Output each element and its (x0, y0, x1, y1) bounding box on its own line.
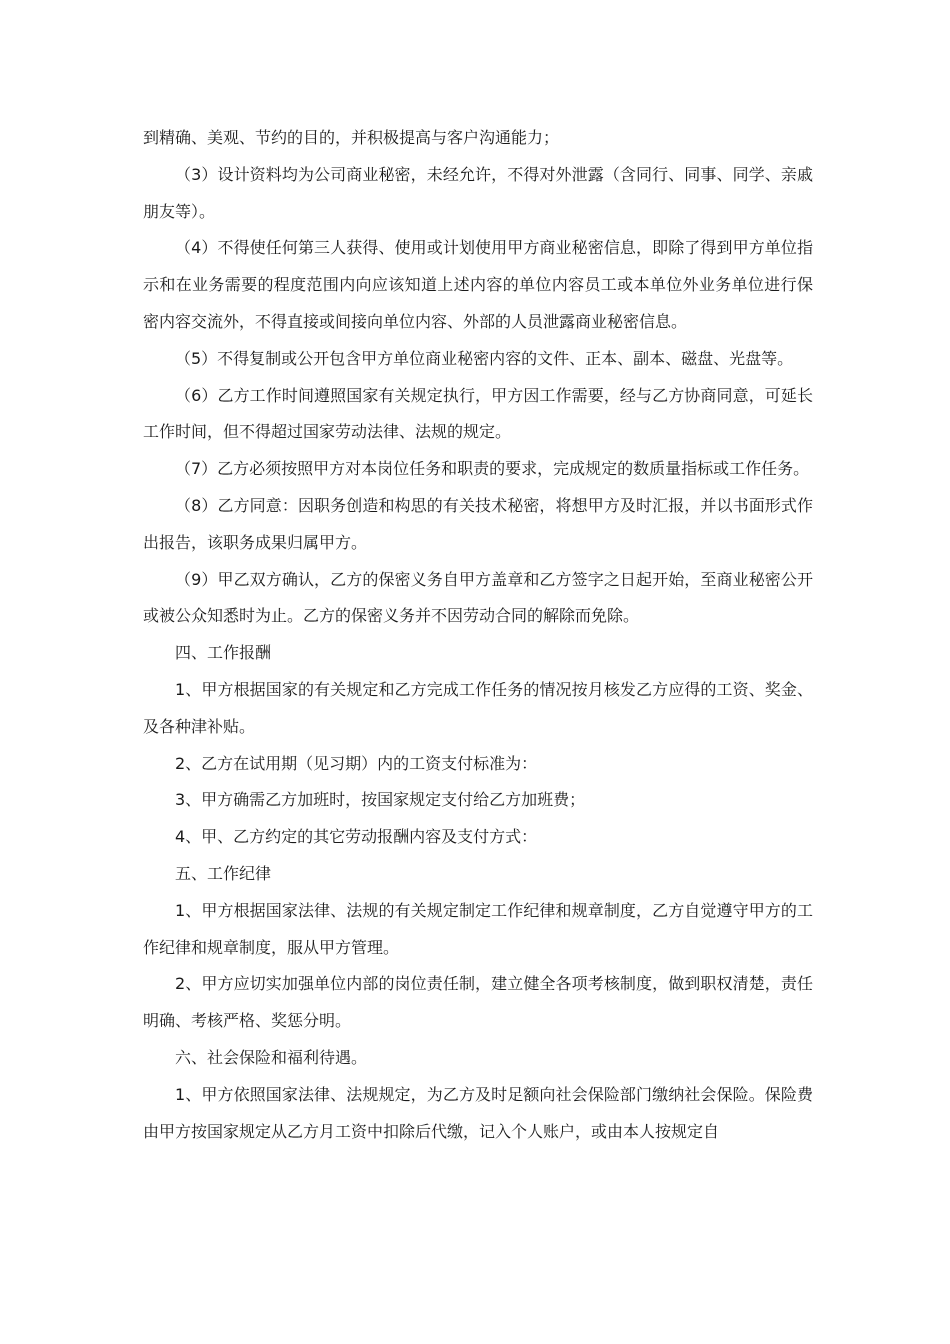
paragraph-5: （6）乙方工作时间遵照国家有关规定执行，甲方因工作需要，经与乙方协商同意，可延长工作时间，但不得超过国家劳动法律、法规的规定。 (143, 385, 813, 442)
section-heading-4: 四、工作报酬 (175, 643, 272, 663)
paragraph-2: （3）设计资料均为公司商业秘密，未经允许，不得对外泄露（含同行、同事、同学、亲戚朋友等）。 (143, 164, 813, 221)
paragraph-8: （9）甲乙双方确认，乙方的保密义务自甲方盖章和乙方签字之日起开始，至商业秘密公开或被公众知悉时为止。乙方的保密义务并不因劳动合同的解除而免除。 (143, 569, 813, 626)
section-heading-6: 六、社会保险和福利待遇。 (175, 1047, 368, 1067)
paragraph-6: （7）乙方必须按照甲方对本岗位任务和职责的要求，完成规定的数质量指标或工作任务。 (175, 459, 810, 479)
paragraph-9: 1、甲方根据国家的有关规定和乙方完成工作任务的情况按月核发乙方应得的工资、奖金、及各种津补贴。 (143, 679, 813, 736)
paragraph-11: 3、甲方确需乙方加班时，按国家规定支付给乙方加班费； (175, 790, 586, 810)
paragraph-3: （4）不得使任何第三人获得、使用或计划使用甲方商业秘密信息，即除了得到甲方单位指示和在业务需要的程度范围内向应该知道上述内容的单位内容员工或本单位外业务单位进行保密内容交流外，不得直接或间接向单位内容、外部的人员泄露商业秘密信息。 (143, 238, 813, 331)
paragraph-14: 2、甲方应切实加强单位内部的岗位责任制，建立健全各项考核制度，做到职权清楚，责任明确、考核严格、奖惩分明。 (143, 974, 813, 1031)
paragraph-10: 2、乙方在试用期（见习期）内的工资支付标准为： (175, 753, 538, 773)
paragraph-13: 1、甲方根据国家法律、法规的有关规定制定工作纪律和规章制度，乙方自觉遵守甲方的工作纪律和规章制度，服从甲方管理。 (143, 900, 813, 957)
paragraph-12: 4、甲、乙方约定的其它劳动报酬内容及支付方式： (175, 827, 538, 847)
paragraph-15: 1、甲方依照国家法律、法规规定，为乙方及时足额向社会保险部门缴纳社会保险。保险费由甲方按国家规定从乙方月工资中扣除后代缴，记入个人账户，或由本人按规定自 (143, 1084, 813, 1141)
paragraph-1: 到精确、美观、节约的目的，并积极提高与客户沟通能力； (143, 128, 560, 147)
paragraph-7: （8）乙方同意：因职务创造和构思的有关技术秘密，将想甲方及时汇报，并以书面形式作出报告，该职务成果归属甲方。 (143, 495, 813, 552)
section-heading-5: 五、工作纪律 (175, 863, 272, 883)
paragraph-4: （5）不得复制或公开包含甲方单位商业秘密内容的文件、正本、副本、磁盘、光盘等。 (175, 348, 794, 368)
document-body (143, 120, 813, 1150)
